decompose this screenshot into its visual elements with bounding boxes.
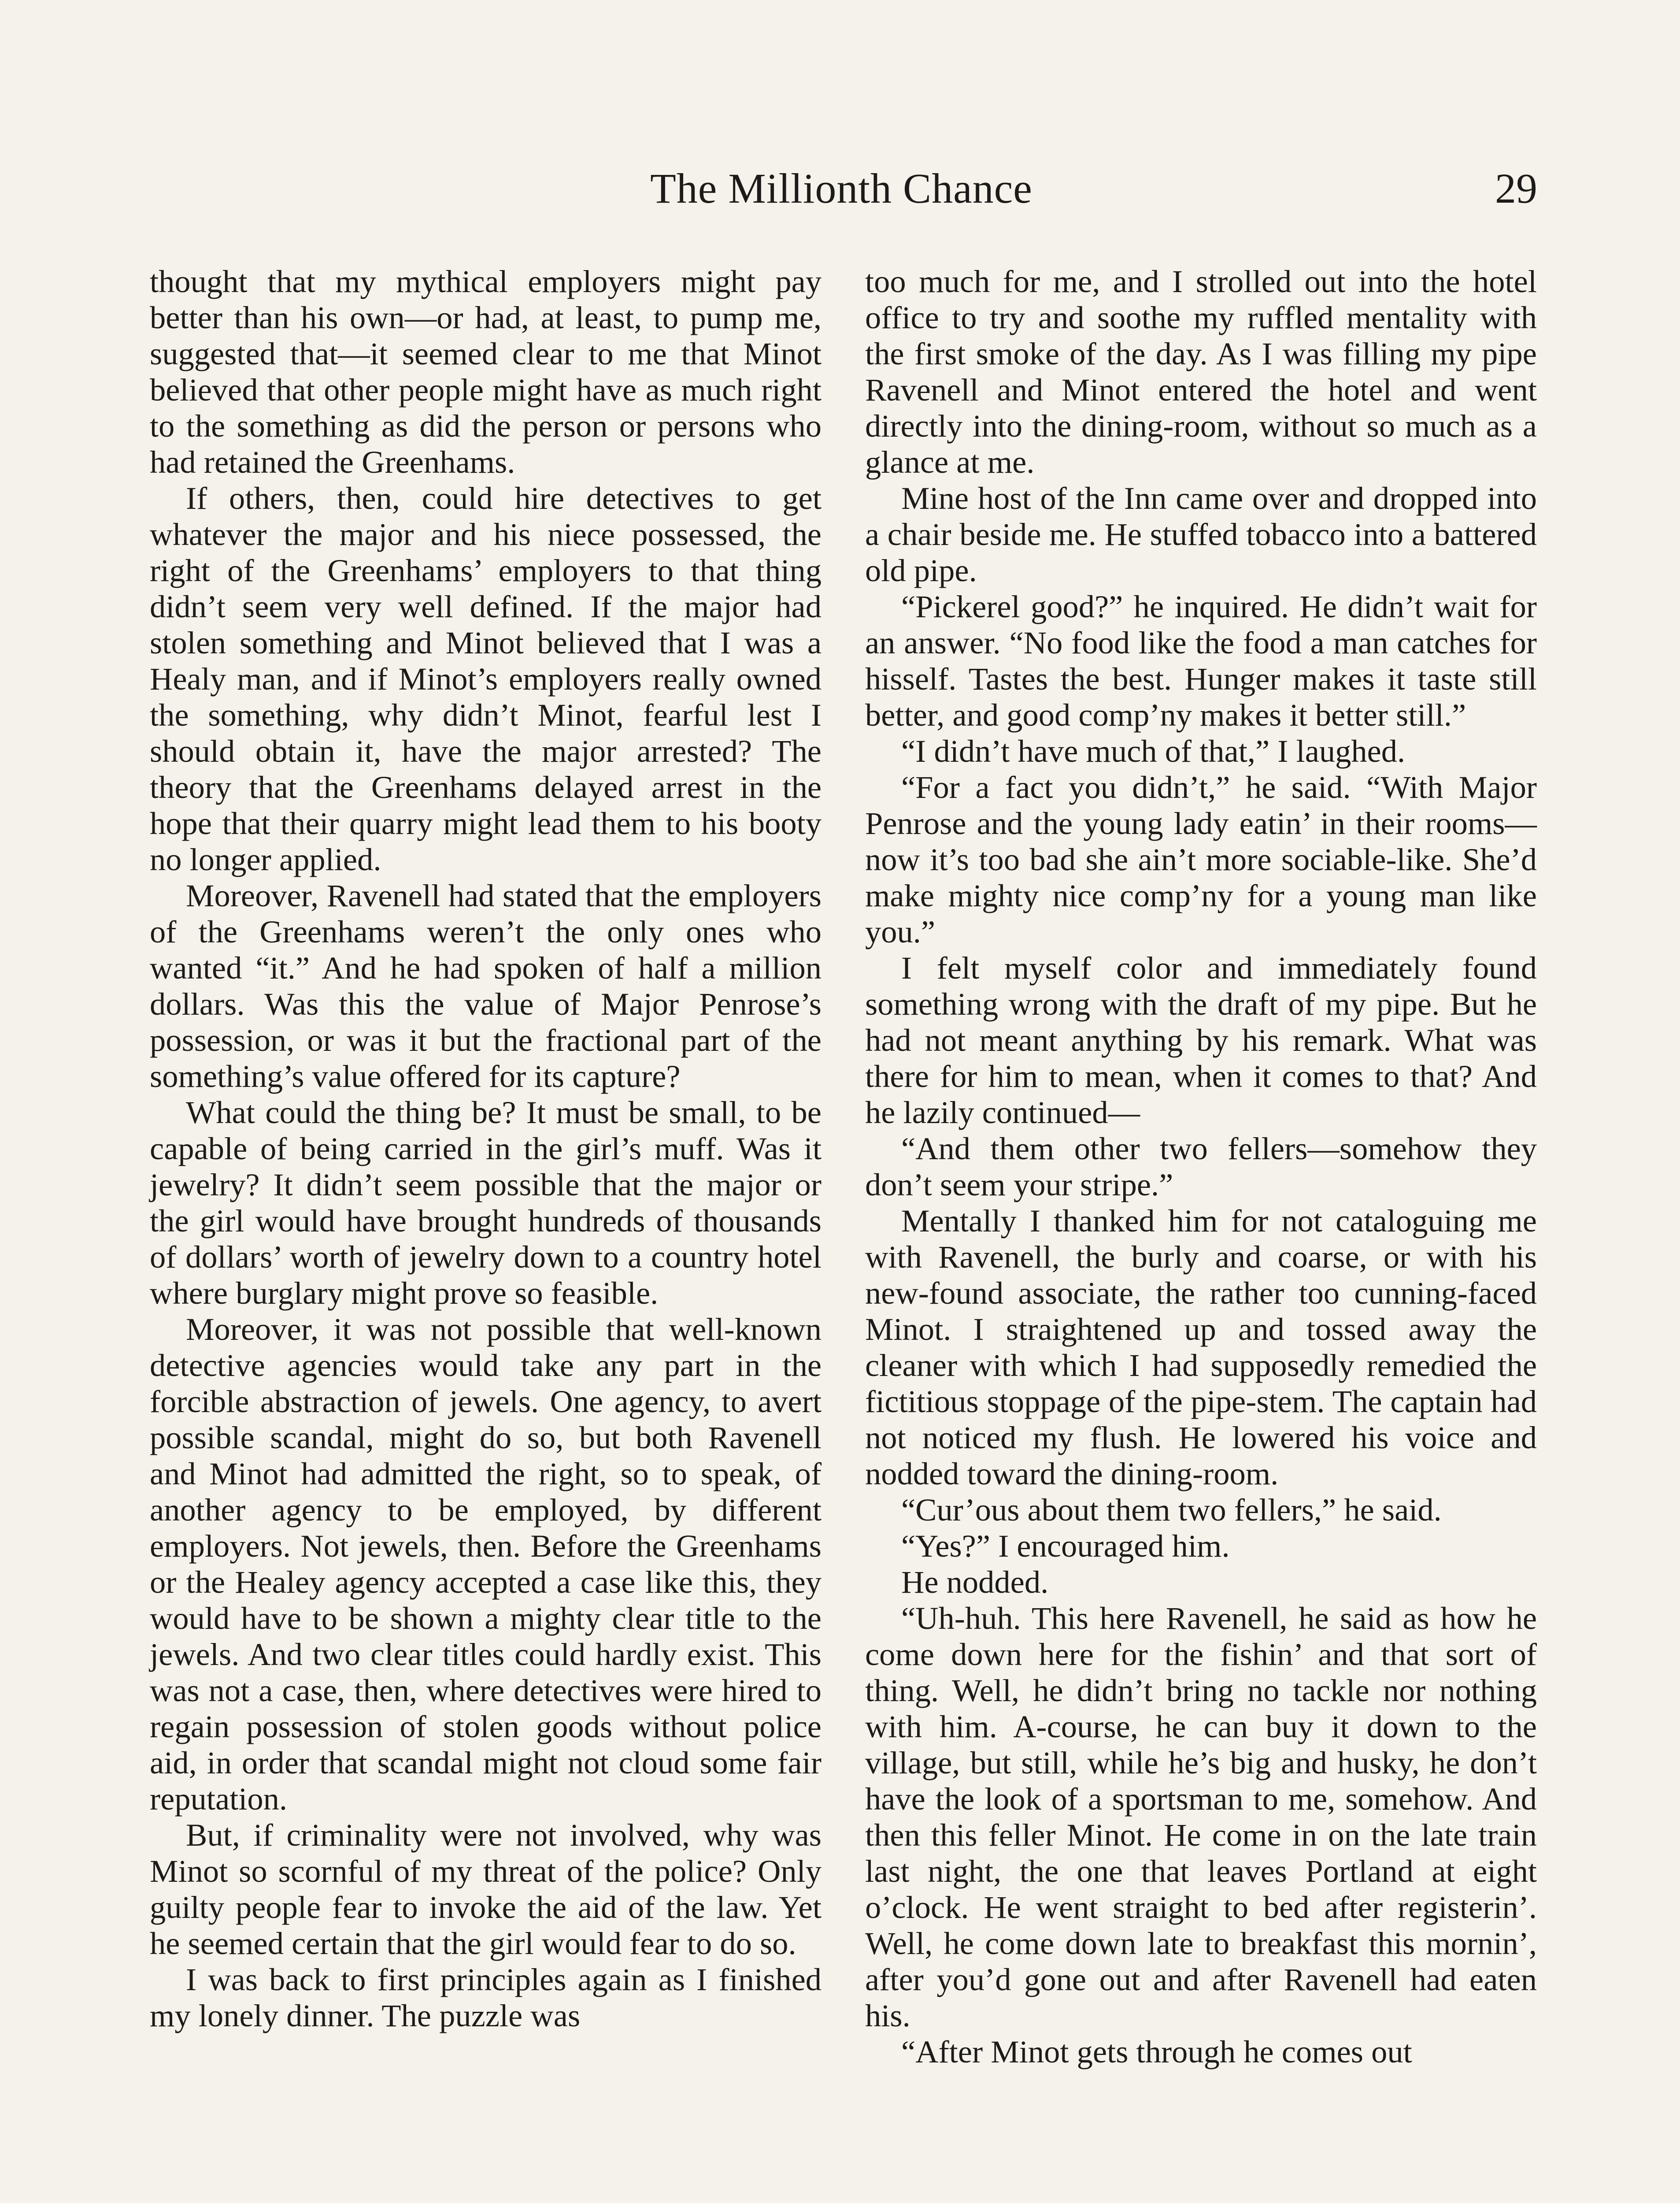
right-column [865,263,1537,2070]
page-header [145,164,1537,226]
paragraph: Moreover, it was not possible that well-known detective agencies would take any part in the forcible abstraction of jewels. One agency, to avert possible scandal, might do so, but both Ravenell and Minot had admitted the right, so to speak, of another agency to be employed, by different employers. Not jewels, then. Before the Greenhams or the Healey agency accepted a case like this, they would have to be shown a mighty clear title to the jewels. And two clear titles could hardly exist. This was not a case, then, where detectives were hired to regain possession of stolen goods without police aid, in order that scandal might not cloud some fair reputation. [150,1311,821,1817]
paragraph: He nodded. [901,1564,1049,1600]
paragraph: “Cur’ous about them two fellers,” he said. [901,1492,1442,1528]
running-title: The Millionth Chance [650,165,1032,212]
left-column [150,263,821,2034]
page-number: 29 [1495,165,1537,212]
paragraph: “And them other two fellers—somehow they don’t seem your stripe.” [865,1131,1537,1202]
paragraph: Mine host of the Inn came over and dropped into a chair beside me. He stuffed tobacco into a battered old pipe. [865,480,1537,588]
paragraph: too much for me, and I strolled out into the hotel office to try and soothe my ruffled mentality with the first smoke of the day. As I was filling my pipe Ravenell and Minot entered the hotel and went directly into the dining-room, without so much as a glance at me. [865,263,1537,480]
paragraph: Mentally I thanked him for not cataloguing me with Ravenell, the burly and coarse, or with his new-found associate, the rather too cunning-faced Minot. I straightened up and tossed away the cleaner with which I had supposedly remedied the fictitious stoppage of the pipe-stem. The captain had not noticed my flush. He lowered his voice and nodded toward the dining-room. [865,1203,1537,1491]
paragraph: I was back to first principles again as I finished my lonely dinner. The puzzle was [150,1962,821,2033]
paragraph: thought that my mythical employers might pay better than his own—or had, at least, to pump me, suggested that—it seemed clear to me that Minot believed that other people might have as much right to the something as did the person or persons who had retained the Greenhams. [150,263,821,480]
paragraph: What could the thing be? It must be small, to be capable of being carried in the girl’s muff. Was it jewelry? It didn’t seem possible that the major or the girl would have brought hundreds of thousands of dollars’ worth of jewelry down to a country hotel where burglary might prove so feasible. [150,1094,821,1311]
paragraph: “I didn’t have much of that,” I laughed. [901,733,1406,769]
paragraph: “Yes?” I encouraged him. [901,1528,1230,1564]
paragraph: “For a fact you didn’t,” he said. “With Major Penrose and the young lady eatin’ in their rooms—now it’s too bad she ain’t more sociable-like. She’d make mighty nice comp’ny for a young man like you.” [865,769,1537,949]
paragraph: “Uh-huh. This here Ravenell, he said as how he come down here for the fishin’ and that sort of thing. Well, he didn’t bring no tackle nor nothing with him. A-course, he can buy it down to the village, but still, while he’s big and husky, he don’t have the look of a sportsman to me, somehow. And then this feller Minot. He come in on the late train last night, the one that leaves Portland at eight o’clock. He went straight to bed after registerin’. Well, he come down late to breakfast this mornin’, after you’d gone out and after Ravenell had eaten his. [865,1600,1537,2033]
paragraph: If others, then, could hire detectives to get whatever the major and his niece possessed, the right of the Greenhams’ employers to that thing didn’t seem very well defined. If the major had stolen something and Minot believed that I was a Healy man, and if Minot’s employers really owned the something, why didn’t Minot, fearful lest I should obtain it, have the major arrested? The theory that the Greenhams delayed arrest in the hope that their quarry might lead them to his booty no longer applied. [150,480,821,877]
paragraph: Moreover, Ravenell had stated that the employers of the Greenhams weren’t the only ones who wanted “it.” And he had spoken of half a million dollars. Was this the value of Major Penrose’s possession, or was it but the fractional part of the something’s value offered for its capture? [150,878,821,1094]
paragraph: I felt myself color and immediately found something wrong with the draft of my pipe. But he had not meant anything by his remark. What was there for him to mean, when it comes to that? And he lazily continued— [865,950,1537,1130]
paragraph: “Pickerel good?” he inquired. He didn’t wait for an answer. “No food like the food a man catches for hisself. Tastes the best. Hunger makes it taste still better, and good comp’ny makes it better still.” [865,589,1537,733]
paragraph: But, if criminality were not involved, why was Minot so scornful of my threat of the police? Only guilty people fear to invoke the aid of the law. Yet he seemed certain that the girl would fear to do so. [150,1817,821,1961]
paragraph: “After Minot gets through he comes out [901,2034,1412,2069]
